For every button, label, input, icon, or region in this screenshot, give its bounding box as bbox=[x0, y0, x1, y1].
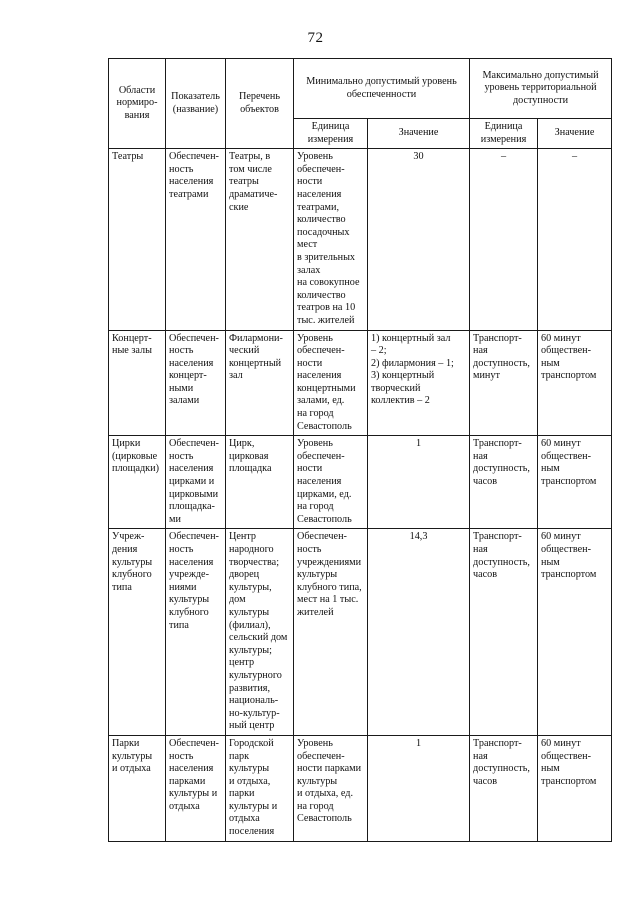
cell-indicator: Обеспечен- ность населения театрами bbox=[166, 149, 226, 330]
cell-min-value: 1 bbox=[368, 436, 470, 529]
header-row-top bbox=[109, 59, 612, 119]
header-min-unit: Единица измерения bbox=[294, 119, 368, 149]
header-objects: Перечень объектов bbox=[226, 59, 294, 149]
header-group-min-level: Минимально допустимый уровень обеспеченности bbox=[294, 59, 470, 119]
cell-objects: Городской парк культуры и отдыха, парки культуры и отдыха поселения bbox=[226, 735, 294, 841]
header-max-unit: Единица измерения bbox=[470, 119, 538, 149]
cell-objects: Филармони- ческий концертный зал bbox=[226, 330, 294, 436]
cell-max-value: 60 минут обществен- ным транспортом bbox=[538, 529, 612, 736]
header-indicator: Показатель (название) bbox=[166, 59, 226, 149]
header-group-max-accessibility: Максимально допустимый уровень территориальной доступности bbox=[470, 59, 612, 119]
cell-indicator: Обеспечен- ность населения учрежде- ниями культуры клубного типа bbox=[166, 529, 226, 736]
table-row bbox=[109, 149, 612, 330]
cell-max-value: 60 минут обществен- ным транспортом bbox=[538, 735, 612, 841]
cell-min-value: 14,3 bbox=[368, 529, 470, 736]
cell-area: Учреж- дения культуры клубного типа bbox=[109, 529, 166, 736]
table-header bbox=[109, 59, 612, 149]
table-row bbox=[109, 330, 612, 436]
cell-objects: Цирк, цирковая площадка bbox=[226, 436, 294, 529]
cell-max-value: – bbox=[538, 149, 612, 330]
cell-min-unit: Уровень обеспечен- ности населения театрами, количество посадочных мест в зрительных залах на совокупное количество театров на 10 тыс. жителей bbox=[294, 149, 368, 330]
header-max-value: Значение bbox=[538, 119, 612, 149]
cell-min-unit: Уровень обеспечен- ности парками культуры и отдыха, ед. на город Севастополь bbox=[294, 735, 368, 841]
cell-indicator: Обеспечен- ность населения концерт- ными залами bbox=[166, 330, 226, 436]
table-body bbox=[109, 149, 612, 841]
cell-max-unit: Транспорт- ная доступность, часов bbox=[470, 436, 538, 529]
cell-min-value: 1) концертный зал – 2; 2) филармония – 1; 3) концертный творческий коллектив – 2 bbox=[368, 330, 470, 436]
table-row bbox=[109, 735, 612, 841]
cell-objects: Театры, в том числе театры драматиче- ские bbox=[226, 149, 294, 330]
table-row bbox=[109, 529, 612, 736]
cell-area: Цирки (цирковые площадки) bbox=[109, 436, 166, 529]
cell-min-unit: Уровень обеспечен- ности населения концертными залами, ед. на город Севастополь bbox=[294, 330, 368, 436]
table-row bbox=[109, 436, 612, 529]
cell-area: Концерт- ные залы bbox=[109, 330, 166, 436]
cell-indicator: Обеспечен- ность населения цирками и цирковыми площадка- ми bbox=[166, 436, 226, 529]
cell-min-value: 1 bbox=[368, 735, 470, 841]
header-area: Области нормиро- вания bbox=[109, 59, 166, 149]
cell-area: Театры bbox=[109, 149, 166, 330]
cell-area: Парки культуры и отдыха bbox=[109, 735, 166, 841]
cell-max-unit: Транспорт- ная доступность, часов bbox=[470, 735, 538, 841]
standards-table bbox=[108, 58, 612, 842]
cell-max-unit: Транспорт- ная доступность, минут bbox=[470, 330, 538, 436]
cell-max-unit: – bbox=[470, 149, 538, 330]
cell-max-value: 60 минут обществен- ным транспортом bbox=[538, 436, 612, 529]
cell-objects: Центр народного творчества; дворец культуры, дом культуры (филиал), сельский дом культуры; центр культурного развития, националь- но-культур- ный центр bbox=[226, 529, 294, 736]
header-min-value: Значение bbox=[368, 119, 470, 149]
page-number: 72 bbox=[307, 30, 324, 46]
cell-max-value: 60 минут обществен- ным транспортом bbox=[538, 330, 612, 436]
cell-indicator: Обеспечен- ность населения парками культуры и отдыха bbox=[166, 735, 226, 841]
cell-min-unit: Уровень обеспечен- ности населения цирками, ед. на город Севастополь bbox=[294, 436, 368, 529]
cell-min-value: 30 bbox=[368, 149, 470, 330]
cell-max-unit: Транспорт- ная доступность, часов bbox=[470, 529, 538, 736]
cell-min-unit: Обеспечен- ность учреждениями культуры клубного типа, мест на 1 тыс. жителей bbox=[294, 529, 368, 736]
